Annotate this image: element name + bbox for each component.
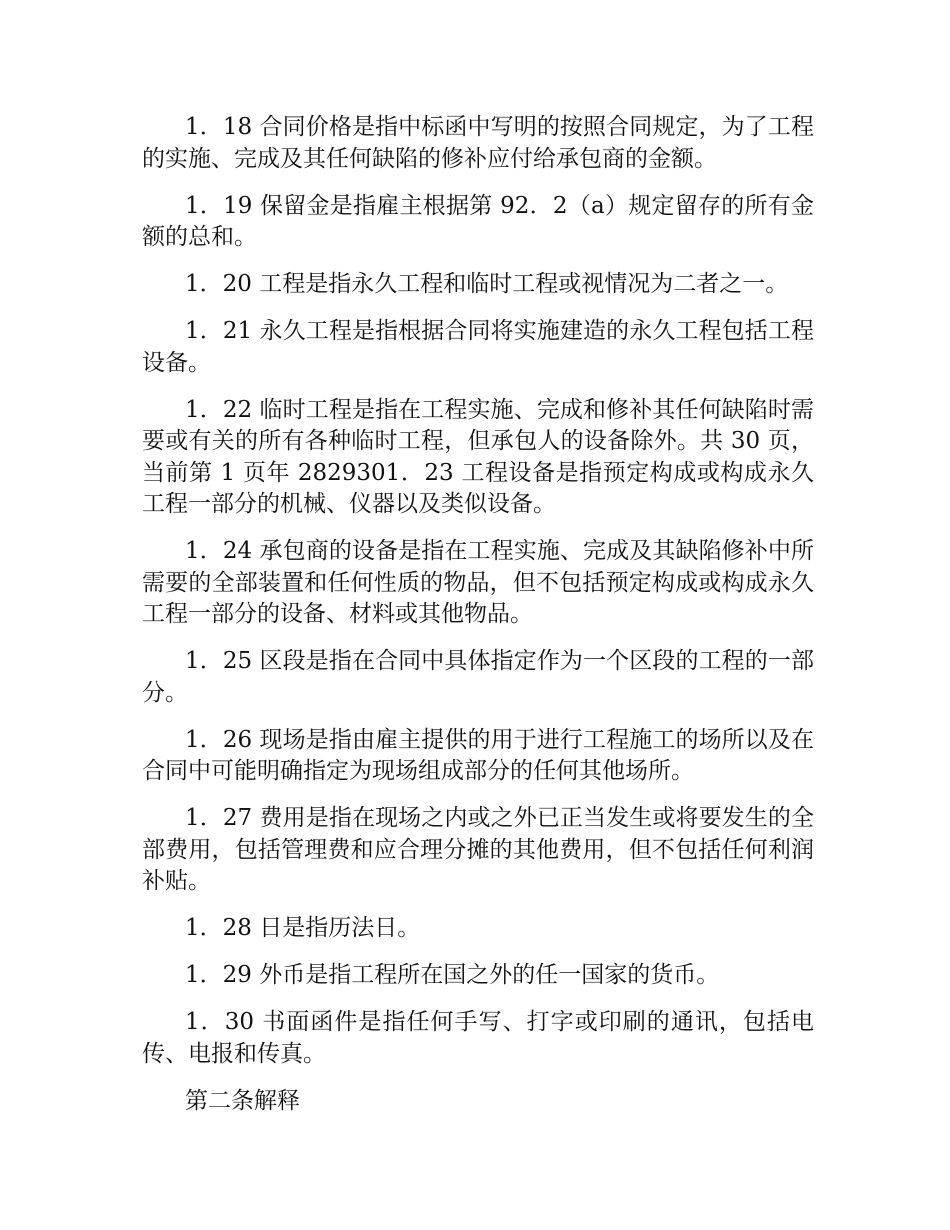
document-page xyxy=(142,112,814,1133)
paragraph-1-24: 1．24 承包商的设备是指在工程实施、完成及其缺陷修补中所需要的全部装置和任何性质的物品，但不包括预定构成或构成永久工程一部分的设备、材料或其他物品。 xyxy=(142,538,814,627)
paragraph-1-21: 1．21 永久工程是指根据合同将实施建造的永久工程包括工程设备。 xyxy=(142,318,814,376)
paragraph-1-25: 1．25 区段是指在合同中具体指定作为一个区段的工程的一部分。 xyxy=(142,648,814,706)
paragraph-1-18: 1．18 合同价格是指中标函中写明的按照合同规定，为了工程的实施、完成及其任何缺陷的修补应付给承包商的金额。 xyxy=(142,114,814,172)
section-heading: 第二条解释 xyxy=(185,1087,300,1114)
paragraph-1-28: 1．28 日是指历法日。 xyxy=(185,915,421,941)
paragraph-1-26: 1．26 现场是指由雇主提供的用于进行工程施工的场所以及在合同中可能明确指定为现场组成部分的任何其他场所。 xyxy=(142,726,814,784)
paragraph-1-30: 1．30 书面函件是指任何手写、打字或印刷的通讯，包括电传、电报和传真。 xyxy=(142,1009,814,1067)
paragraph-1-29: 1．29 外币是指工程所在国之外的任一国家的货币。 xyxy=(185,962,720,988)
paragraph-1-19: 1．19 保留金是指雇主根据第 92．2（a）规定留存的所有金额的总和。 xyxy=(142,192,814,250)
paragraph-1-27: 1．27 费用是指在现场之内或之外已正当发生或将要发生的全部费用，包括管理费和应合理分摊的其他费用，但不包括任何利润补贴。 xyxy=(142,805,814,894)
paragraph-1-22: 1．22 临时工程是指在工程实施、完成和修补其任何缺陷时需要或有关的所有各种临时工程，但承包人的设备除外。共 30 页，当前第 1 页年 2829301．23 工程设备是指预定构成或构成永久工程一部分的机械、仪器以及类似设备。 xyxy=(142,396,814,517)
paragraph-1-20: 1．20 工程是指永久工程和临时工程或视情况为二者之一。 xyxy=(185,271,789,297)
